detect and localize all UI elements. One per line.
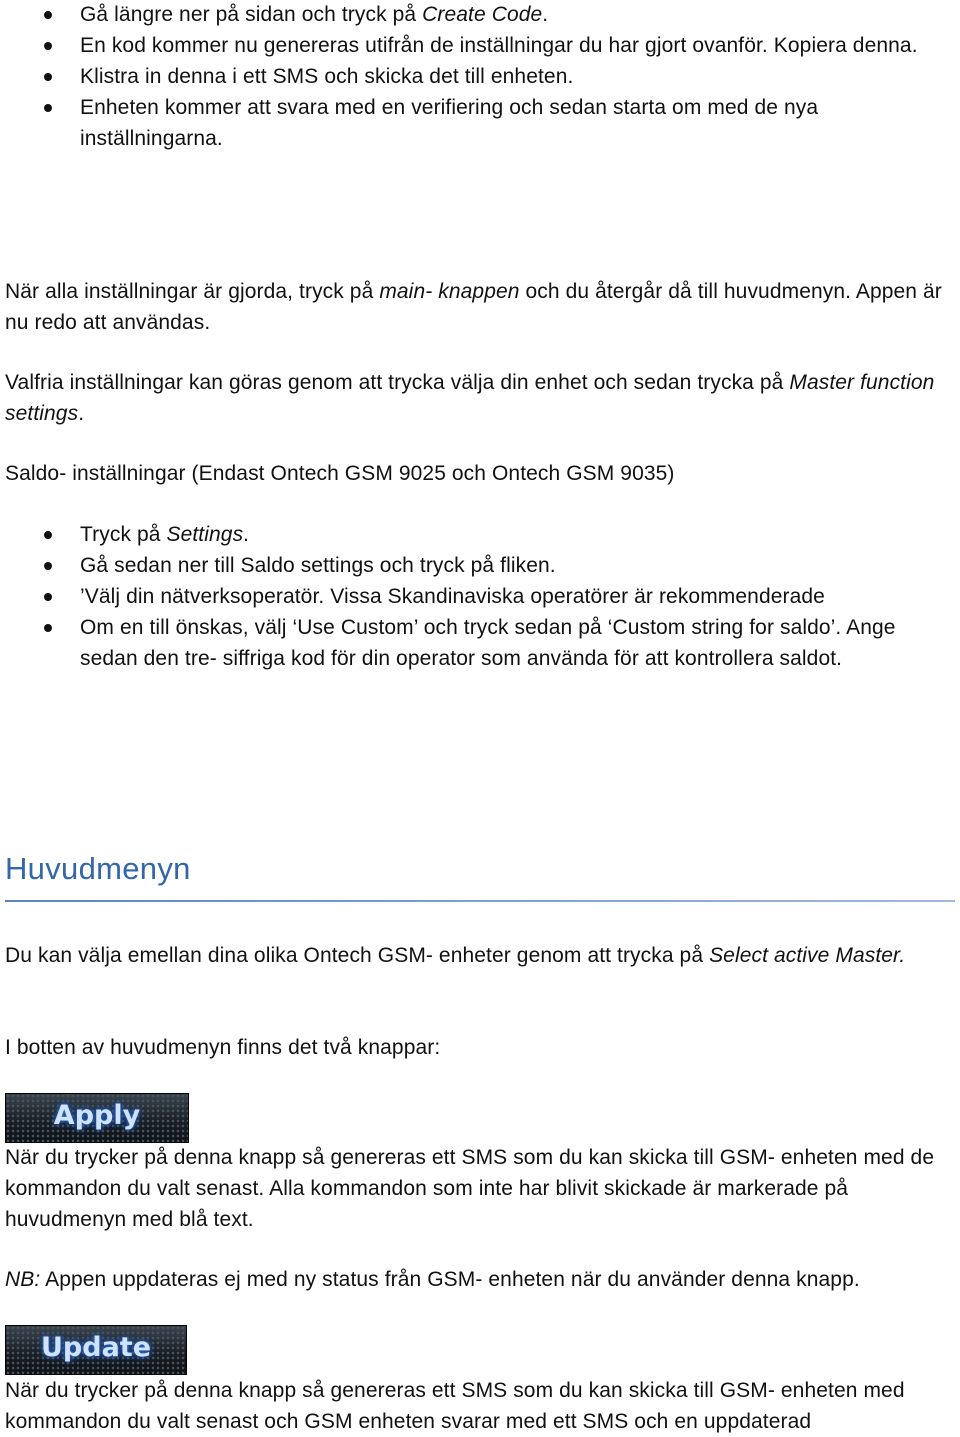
paragraph-select-master: Du kan välja emellan dina olika Ontech GSM- enheter genom att trycka på Select active Master. [5,944,906,967]
section-heading: Huvudmenyn [5,851,191,886]
list-item: Enheten kommer att svara med en verifiering och sedan starta om med de nya inställningarna. [0,92,940,154]
list-item: Klistra in denna i ett SMS och skicka det till enheten. [0,61,940,92]
apply-button-image [5,1093,189,1143]
nb-note: NB: Appen uppdateras ej med ny status från GSM- enheten när du använder denna knapp. [5,1268,860,1291]
paragraph-optional-settings: Valfria inställningar kan göras genom att trycka välja din enhet och sedan trycka på Master function settings. [5,371,935,425]
list-item: ’Välj din nätverksoperatör. Vissa Skandinaviska operatörer är rekommenderade [0,581,940,612]
update-button-label: Update [40,1332,152,1363]
paragraph-apply: När du trycker på denna knapp så genereras ett SMS som du kan skicka till GSM- enheten med de kommandon du valt senast. Alla kommandon som inte har blivit skickade är markerade på huvudmenyn med blå text. [5,1146,935,1231]
nb-label: NB: [5,1268,41,1291]
saldo-title: Saldo- inställningar (Endast Ontech GSM 9025 och Ontech GSM 9035) [5,462,675,485]
list-item: Gå sedan ner till Saldo settings och tryck på fliken. [0,550,940,581]
update-button-image [5,1325,187,1375]
paragraph-update: När du trycker på denna knapp så genereras ett SMS som du kan skicka till GSM- enheten med kommandon du valt senast och GSM enheten svarar med ett SMS och en uppdaterad [5,1379,905,1433]
list-item: En kod kommer nu genereras utifrån de inställningar du har gjort ovanför. Kopiera denna. [0,30,940,61]
list-item: Tryck på Settings. [0,519,940,550]
paragraph-main-button: När alla inställningar är gjorda, tryck på main- knappen och du återgår då till huvudmenyn. Appen är nu redo att användas. [5,280,942,334]
list-item: Gå längre ner på sidan och tryck på Create Code. [0,0,940,30]
heading-rule [5,900,955,902]
apply-button-label: Apply [53,1100,141,1131]
paragraph-buttons-intro: I botten av huvudmenyn finns det två knappar: [5,1036,441,1059]
list-item: Om en till önskas, välj ‘Use Custom’ och tryck sedan på ‘Custom string for saldo’. Ange sedan den tre- siffriga kod för din operator som använda för att kontrollera saldot. [0,612,940,674]
saldo-steps-list [0,519,940,674]
steps-list [0,0,940,154]
